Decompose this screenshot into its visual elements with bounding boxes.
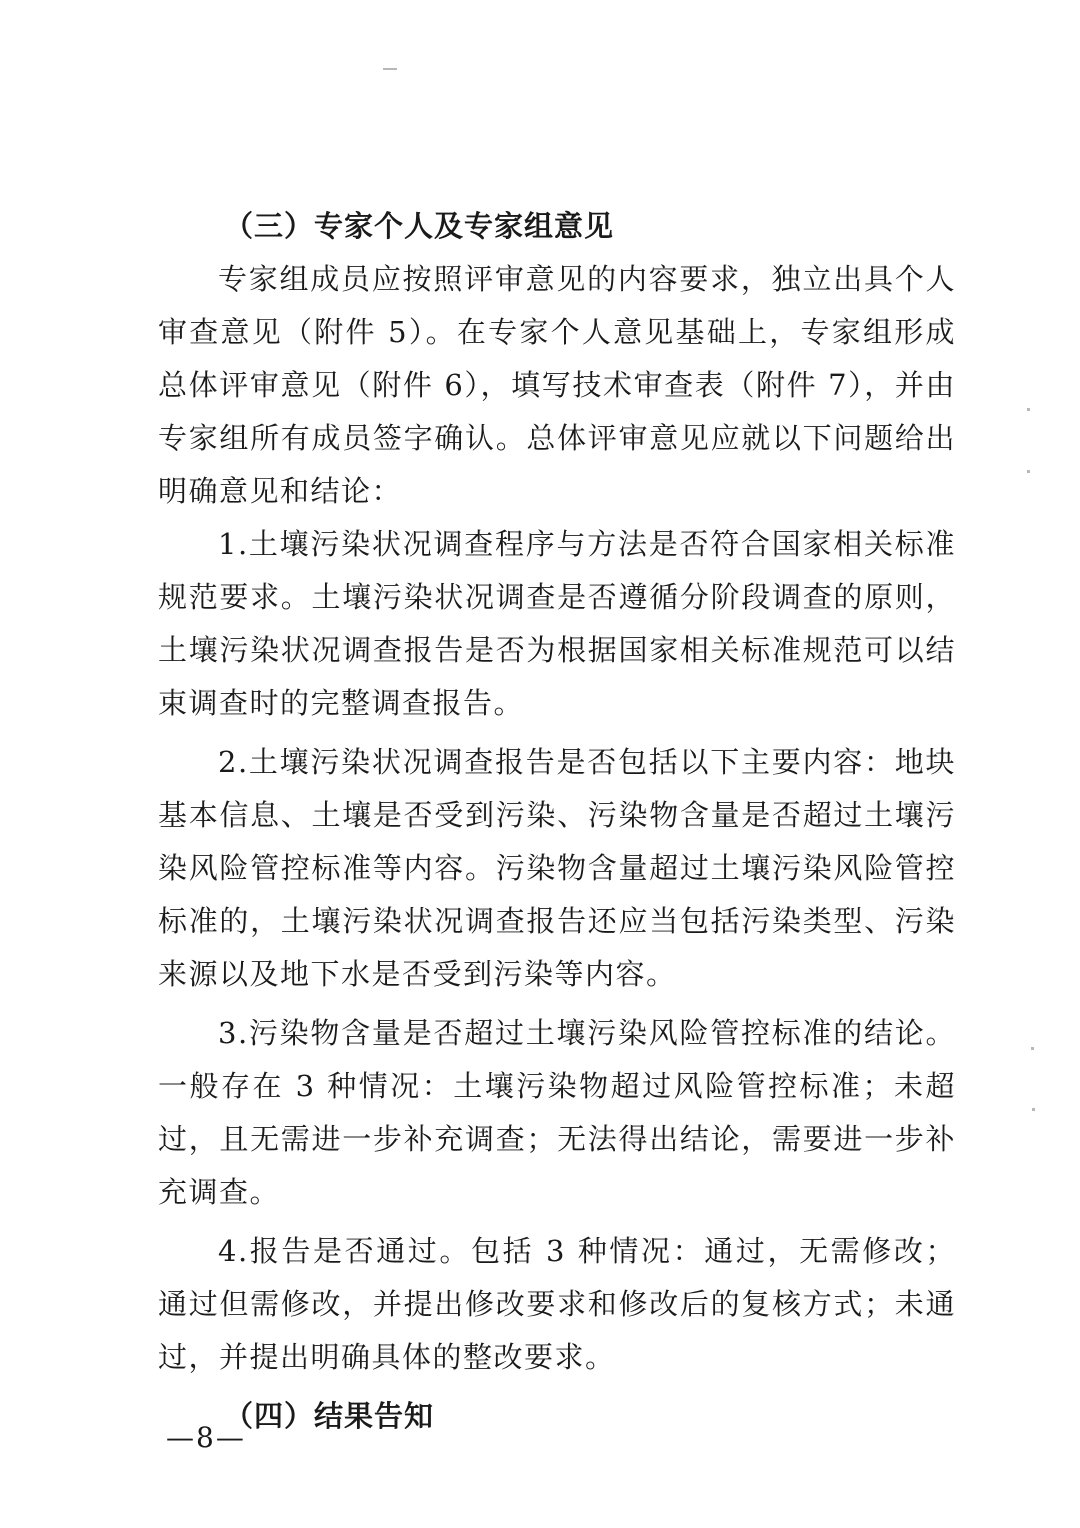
scan-mark-right-1 <box>1027 408 1030 411</box>
paragraph-item-4: 4.报告是否通过。包括 3 种情况：通过，无需修改；通过但需修改，并提出修改要求和修改后的复核方式；未通过，并提出明确具体的整改要求。 <box>158 1234 956 1374</box>
paragraph-item-2: 2.土壤污染状况调查报告是否包括以下主要内容：地块基本信息、土壤是否受到污染、污染物含量是否超过土壤污染风险管控标准等内容。污染物含量超过土壤污染风险管控标准的，土壤污染状况调查报告还应当包括污染类型、污染来源以及地下水是否受到污染等内容。 <box>158 745 956 991</box>
document-body <box>158 200 956 1443</box>
paragraph-item-1: 1.土壤污染状况调查程序与方法是否符合国家相关标准规范要求。土壤污染状况调查是否遵循分阶段调查的原则，土壤污染状况调查报告是否为根据国家相关标准规范可以结束调查时的完整调查报告。 <box>158 527 956 720</box>
paragraph-item-3: 3.污染物含量是否超过土壤污染风险管控标准的结论。一般存在 3 种情况：土壤污染物超过风险管控标准；未超过，且无需进一步补充调查；无法得出结论，需要进一步补充调查。 <box>158 1016 956 1209</box>
section-heading-3: （三）专家个人及专家组意见 <box>224 209 615 243</box>
scan-mark-right-3 <box>1031 1047 1034 1050</box>
scan-mark-right-2 <box>1027 470 1030 473</box>
paragraph-intro: 专家组成员应按照评审意见的内容要求，独立出具个人审查意见（附件 5）。在专家个人意见基础上，专家组形成总体评审意见（附件 6），填写技术审查表（附件 7），并由专家组所有成员签字确认。总体评审意见应就以下问题给出明确意见和结论： <box>158 262 956 508</box>
section-heading-4: （四）结果告知 <box>224 1399 435 1433</box>
scan-mark-right-4 <box>1032 1108 1035 1111</box>
scan-mark-top <box>383 68 397 70</box>
page-number: —8— <box>166 1421 246 1454</box>
